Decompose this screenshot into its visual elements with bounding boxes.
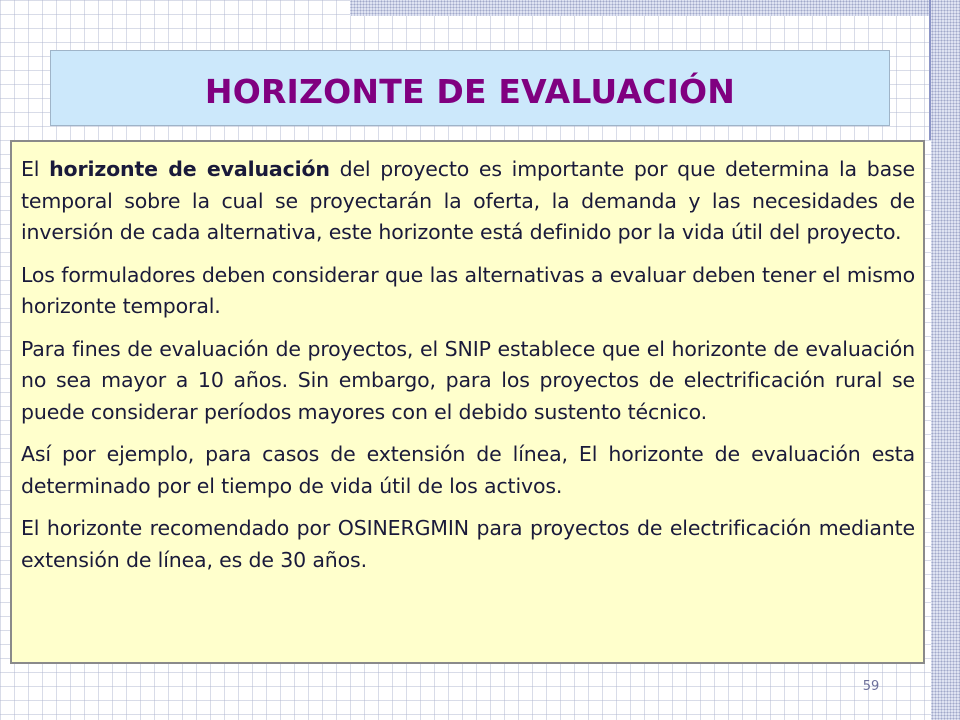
paragraph-1-bold-term: horizonte de evaluación xyxy=(49,157,330,181)
right-decorative-pattern xyxy=(931,0,960,720)
paragraph-5: El horizonte recomendado por OSINERGMIN para proyectos de electrificación mediante extensión de línea, es de 30 años. xyxy=(21,516,915,572)
page-number: 59 xyxy=(862,679,880,694)
paragraph-1-rest: del proyecto es importante por que determina la base temporal sobre la cual se proyectarán la oferta, la demanda y las necesidades de inversión de cada alternativa, este horizonte está definido por la vida útil del proyecto. xyxy=(21,157,915,244)
paragraph-4: Así por ejemplo, para casos de extensión de línea, El horizonte de evaluación esta determinado por el tiempo de vida útil de los activos. xyxy=(21,442,915,498)
title-box xyxy=(50,50,890,126)
content-box xyxy=(10,140,925,664)
slide-title: HORIZONTE DE EVALUACIÓN xyxy=(204,71,736,111)
paragraph-1-lead: El xyxy=(21,157,50,181)
paragraph-3: Para fines de evaluación de proyectos, el SNIP establece que el horizonte de evaluación no sea mayor a 10 años. Sin embargo, para los proyectos de electrificación rural se puede considerar períodos mayores con el debido sustento técnico. xyxy=(21,336,915,424)
paragraph-1 xyxy=(21,154,915,249)
right-divider-line xyxy=(929,0,931,140)
paragraph-2: Los formuladores deben considerar que las alternativas a evaluar deben tener el mismo horizonte temporal. xyxy=(21,262,915,318)
top-decorative-pattern xyxy=(350,0,960,16)
